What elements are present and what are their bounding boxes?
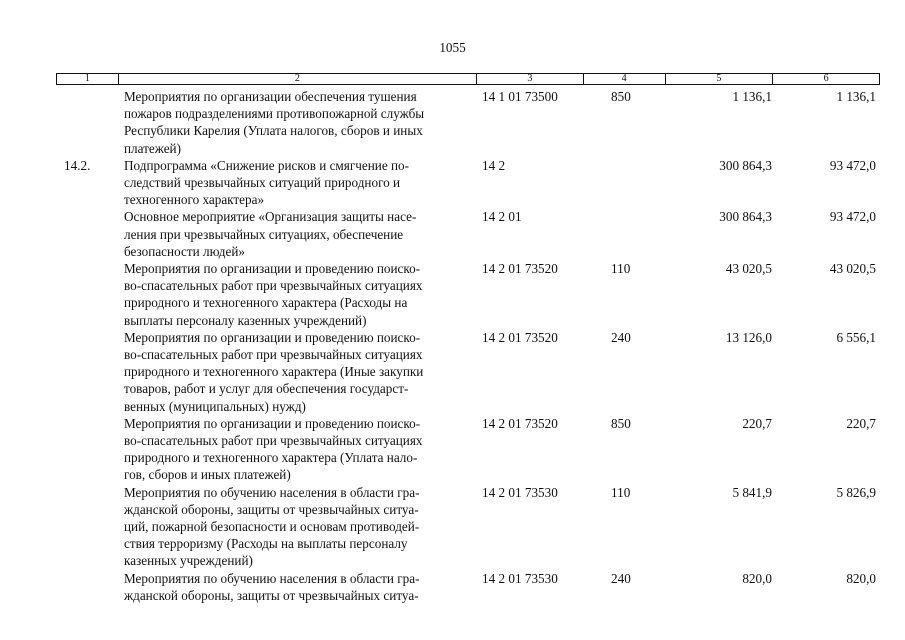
row-code: 14 2 01 <box>482 209 522 225</box>
row-code: 14 2 01 73520 <box>482 261 558 277</box>
row-sum-2: 220,7 <box>846 415 876 431</box>
header-col-5: 5 <box>665 74 773 84</box>
row-sum-2: 93 472,0 <box>829 157 876 173</box>
header-col-3: 3 <box>476 74 583 84</box>
row-code: 14 2 01 73520 <box>482 329 558 345</box>
row-code: 14 1 01 73500 <box>482 89 558 104</box>
row-expense-type: 110 <box>611 484 631 500</box>
row-sum-2: 93 472,0 <box>829 209 876 225</box>
row-name: Мероприятия по организации обеспечения тушения пожаров подразделениями противопожарной службы Республики Карелия (Уплата налогов, сборов и иных платежей) <box>124 89 425 156</box>
table-row <box>56 208 880 260</box>
table-row <box>56 484 880 570</box>
row-code: 14 2 01 73530 <box>482 484 558 500</box>
row-sum-2: 6 556,1 <box>836 329 876 345</box>
row-sum-2: 1 136,1 <box>836 89 876 104</box>
row-name: Мероприятия по организации и проведению поиско- во-спасательных работ при чрезвычайных ситуациях природного и техногенного характера (Расходы на выплаты персоналу казенных учреждений) <box>124 261 423 328</box>
page-number: 1055 <box>439 40 466 55</box>
row-expense-type: 240 <box>611 570 631 586</box>
row-name: Мероприятия по организации и проведению поиско- во-спасательных работ при чрезвычайных ситуациях природного и техногенного характера (Уплата нало- гов, сборов и иных платежей) <box>124 415 423 483</box>
row-code: 14 2 01 73520 <box>482 415 558 431</box>
row-expense-type: 850 <box>611 89 631 104</box>
row-expense-type: 110 <box>611 261 631 277</box>
table-row <box>56 260 880 329</box>
row-code: 14 2 <box>482 157 506 173</box>
row-name: Основное мероприятие «Организация защиты насе- ления при чрезвычайных ситуациях, обеспечение безопасности людей» <box>124 209 417 259</box>
row-code: 14 2 01 73530 <box>482 570 558 586</box>
header-col-2: 2 <box>118 74 476 84</box>
row-name: Мероприятия по обучению населения в области гра- жданской обороны, защиты от чрезвычайных ситуа- <box>124 570 420 603</box>
header-col-4: 4 <box>583 74 665 84</box>
table-header <box>56 73 880 85</box>
row-sum-1: 220,7 <box>742 415 772 431</box>
row-sum-1: 300 864,3 <box>719 157 772 173</box>
row-number: 14.2. <box>64 157 91 173</box>
row-sum-2: 820,0 <box>846 570 876 586</box>
row-name: Подпрограмма «Снижение рисков и смягчение по- следствий чрезвычайных ситуаций природного и техногенного характера» <box>124 157 410 208</box>
table-body <box>56 88 880 604</box>
row-sum-1: 13 126,0 <box>725 329 772 345</box>
table-row <box>56 329 880 415</box>
header-col-6: 6 <box>772 74 879 84</box>
row-sum-2: 43 020,5 <box>829 261 876 277</box>
header-col-1: 1 <box>84 73 90 84</box>
row-sum-1: 820,0 <box>742 570 772 586</box>
row-name: Мероприятия по организации и проведению поиско- во-спасательных работ при чрезвычайных ситуациях природного и техногенного характера (Иные закупки товаров, работ и услуг для обеспечения государст- венных (муниципальных) нужд) <box>124 329 424 414</box>
row-sum-2: 5 826,9 <box>836 484 876 500</box>
table-row <box>56 157 880 209</box>
table-row <box>56 415 880 484</box>
row-expense-type: 240 <box>611 329 631 345</box>
row-sum-1: 1 136,1 <box>732 89 772 104</box>
row-sum-1: 43 020,5 <box>725 261 772 277</box>
row-name: Мероприятия по обучению населения в области гра- жданской обороны, защиты от чрезвычайных ситуа- ций, пожарной безопасности и основам противодей- ствия терроризму (Расходы на выплаты персоналу казенных учреждений) <box>124 484 420 569</box>
row-expense-type: 850 <box>611 415 631 431</box>
row-sum-1: 5 841,9 <box>732 484 772 500</box>
table-row <box>56 570 880 604</box>
table-row <box>56 88 880 157</box>
row-sum-1: 300 864,3 <box>719 209 772 225</box>
